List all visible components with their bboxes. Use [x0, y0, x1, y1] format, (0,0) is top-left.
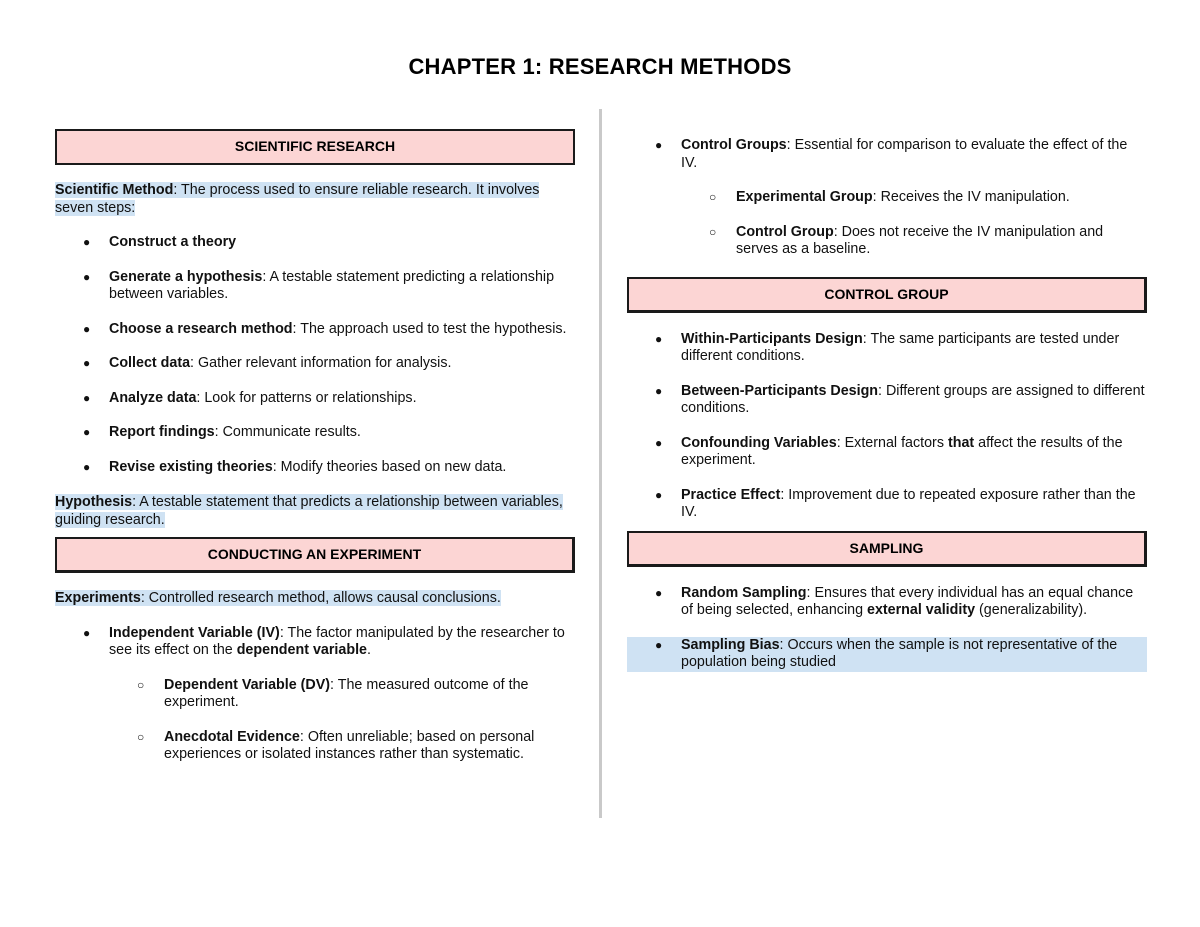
- term: Sampling Bias: [681, 636, 780, 653]
- right-column: [627, 137, 1147, 672]
- definition: : Does not receive the IV manipulation and serves as a baseline.: [736, 223, 1104, 257]
- section-header-sampling: SAMPLING: [627, 531, 1147, 567]
- list-item: [55, 390, 575, 408]
- definition: : The factor manipulated by the researcher to see its effect on the: [109, 624, 565, 658]
- term: Experiments: [55, 590, 141, 606]
- experiment-list: [55, 625, 575, 660]
- definition: : A testable statement that predicts a relationship between variables, guiding research.: [55, 494, 563, 528]
- term: Confounding Variables: [681, 434, 837, 451]
- bullet-icon: ●: [83, 425, 91, 439]
- term: Control Groups: [681, 137, 787, 153]
- term: Practice Effect: [681, 486, 781, 503]
- bullet-icon: ●: [83, 235, 91, 249]
- list-item: [55, 424, 575, 442]
- list-item: [55, 355, 575, 373]
- column-divider: [599, 109, 602, 818]
- definition: : The same participants are tested under different conditions.: [681, 330, 1120, 364]
- term: Independent Variable (IV): [109, 624, 280, 641]
- sub-list-item: [55, 729, 575, 764]
- design-list: [627, 331, 1147, 522]
- bullet-icon: ●: [83, 321, 91, 336]
- list-item: [627, 137, 1147, 172]
- term: Analyze data: [109, 389, 197, 406]
- definition: : Look for patterns or relationships.: [196, 389, 417, 406]
- definition: : The approach used to test the hypothesis.: [292, 320, 567, 337]
- experiment-sublist: [55, 677, 575, 764]
- section-header-scientific-research: SCIENTIFIC RESEARCH: [55, 129, 575, 165]
- definition: : External factors: [836, 434, 948, 451]
- definition: : Occurs when the sample is not representative of the population being studied: [681, 636, 1118, 670]
- definition: : A testable statement predicting a relationship between variables.: [109, 268, 555, 302]
- definition: : Receives the IV manipulation.: [872, 189, 1070, 205]
- term: Choose a research method: [109, 320, 293, 337]
- term: Construct a theory: [109, 234, 237, 250]
- control-groups-sublist: [627, 189, 1147, 259]
- definition: : Controlled research method, allows causal conclusions.: [140, 590, 501, 606]
- definition: : Gather relevant information for analysis.: [190, 355, 452, 371]
- steps-list: [55, 234, 575, 476]
- definition: : Essential for comparison to evaluate the effect of the IV.: [681, 137, 1128, 171]
- definition: : Different groups are assigned to different conditions.: [681, 382, 1145, 416]
- list-item: [627, 585, 1147, 620]
- term: Dependent Variable (DV): [164, 676, 331, 693]
- scientific-method-definition: [55, 182, 575, 217]
- hypothesis-definition: [55, 494, 575, 529]
- list-item: [55, 459, 575, 477]
- definition-end: affect the results of the experiment.: [681, 434, 1123, 468]
- definition: : Improvement due to repeated exposure rather than the IV.: [681, 486, 1136, 520]
- emphasis: dependent variable: [236, 642, 368, 658]
- bullet-icon: ●: [83, 390, 91, 405]
- list-item: [627, 435, 1147, 470]
- list-item: [627, 331, 1147, 366]
- term: Between-Participants Design: [681, 382, 879, 399]
- term: Anecdotal Evidence: [164, 728, 300, 745]
- definition: : Ensures that every individual has an equal chance of being selected, enhancing: [681, 584, 1134, 618]
- term: Within-Participants Design: [681, 330, 863, 347]
- control-groups-list: [627, 137, 1147, 172]
- sampling-list: [627, 585, 1147, 672]
- term: Control Group: [736, 223, 834, 240]
- section-header-conducting-an-experiment: CONDUCTING AN EXPERIMENT: [55, 537, 575, 573]
- definition: : Modify theories based on new data.: [272, 458, 507, 475]
- sub-list-item: [55, 677, 575, 712]
- list-item: [627, 383, 1147, 418]
- list-item: [55, 234, 575, 252]
- bullet-icon: ●: [83, 269, 91, 284]
- list-item: [55, 625, 575, 660]
- circle-bullet-icon: ○: [709, 224, 717, 239]
- emphasis: that: [947, 434, 975, 451]
- sub-list-item: [627, 224, 1147, 259]
- term: Generate a hypothesis: [109, 268, 263, 285]
- bullet-icon: ●: [655, 383, 663, 398]
- bullet-icon: ●: [655, 637, 663, 652]
- list-item: [55, 269, 575, 304]
- list-item: [55, 321, 575, 339]
- bullet-icon: ●: [83, 625, 91, 640]
- term: Report findings: [109, 424, 215, 440]
- circle-bullet-icon: ○: [137, 729, 145, 744]
- page-title: CHAPTER 1: RESEARCH METHODS: [408, 54, 792, 79]
- experiments-definition: [55, 590, 575, 608]
- bullet-icon: ●: [655, 331, 663, 346]
- punctuation: .: [367, 642, 371, 658]
- definition: : Communicate results.: [214, 424, 361, 440]
- section-header-control-group: CONTROL GROUP: [627, 277, 1147, 313]
- term: Experimental Group: [736, 189, 873, 205]
- list-item-highlighted: [627, 637, 1147, 672]
- bullet-icon: ●: [655, 585, 663, 600]
- emphasis: external validity: [867, 602, 976, 618]
- bullet-icon: ●: [83, 459, 91, 474]
- bullet-icon: ●: [655, 138, 663, 152]
- definition: : Often unreliable; based on personal experiences or isolated instances rather than systematic.: [164, 728, 535, 762]
- definition: : The process used to ensure reliable research. It involves seven steps:: [55, 182, 540, 216]
- circle-bullet-icon: ○: [137, 677, 145, 692]
- term: Scientific Method: [55, 182, 174, 198]
- term: Collect data: [109, 355, 191, 371]
- bullet-icon: ●: [655, 487, 663, 502]
- circle-bullet-icon: ○: [709, 190, 717, 204]
- definition: : The measured outcome of the experiment.: [164, 676, 529, 710]
- bullet-icon: ●: [83, 356, 91, 370]
- bullet-icon: ●: [655, 435, 663, 450]
- sub-list-item: [627, 189, 1147, 207]
- definition-end: (generalizability).: [975, 602, 1088, 618]
- list-item: [627, 487, 1147, 522]
- left-column: [55, 129, 575, 764]
- term: Revise existing theories: [109, 458, 273, 475]
- term: Random Sampling: [681, 584, 807, 601]
- term: Hypothesis: [55, 494, 133, 510]
